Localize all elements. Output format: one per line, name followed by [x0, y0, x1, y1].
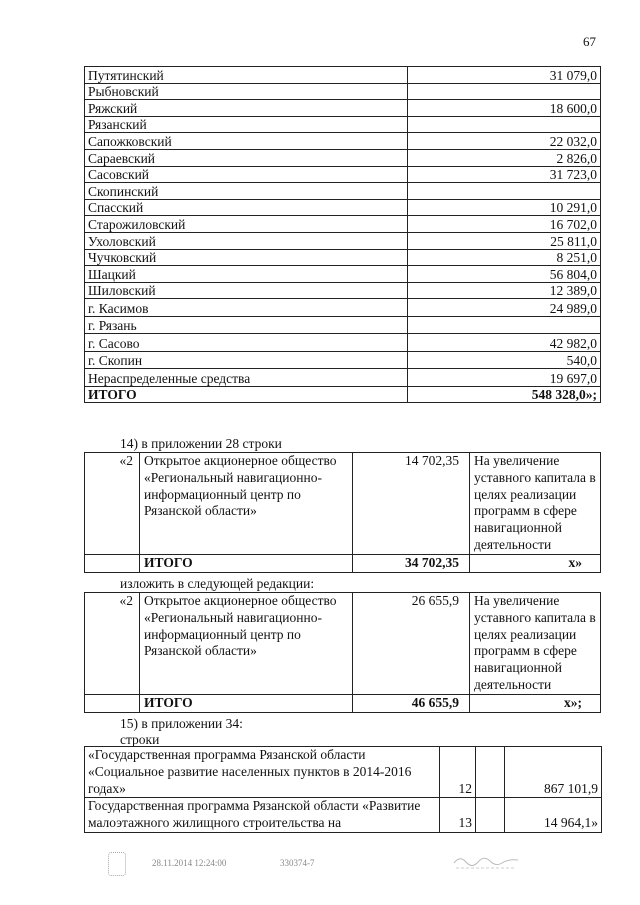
district-value [408, 183, 601, 200]
district-name: г. Рязань [85, 316, 408, 334]
table-row [85, 249, 601, 266]
table-row [85, 351, 601, 369]
district-name: Ухоловский [85, 232, 408, 249]
table-row [85, 133, 601, 150]
district-name: Шиловский [85, 282, 408, 299]
total-row [85, 694, 601, 712]
district-value [408, 316, 601, 334]
district-name: Скопинский [85, 183, 408, 200]
total-amount: 46 655,9 [353, 694, 470, 712]
table-row [85, 100, 601, 117]
amount: 14 702,35 [353, 453, 470, 555]
district-value: 540,0 [408, 351, 601, 369]
table-row [85, 747, 602, 798]
organization-name: Открытое акционерное общество «Региональный навигационно-информационный центр по Рязанской области» [140, 593, 353, 695]
program-code: 12 [440, 747, 476, 798]
district-name: Старожиловский [85, 216, 408, 233]
table-row [85, 453, 601, 555]
district-value [408, 83, 601, 100]
district-name: Чучковский [85, 249, 408, 266]
district-value: 19 697,0 [408, 369, 601, 387]
amount: 26 655,9 [353, 593, 470, 695]
old-rows-table [84, 452, 601, 573]
program-code: 13 [440, 798, 476, 833]
table-row [85, 216, 601, 233]
district-name: Сапожковский [85, 133, 408, 150]
page-number: 67 [583, 34, 596, 49]
table-row [85, 316, 601, 334]
district-value: 16 702,0 [408, 216, 601, 233]
row-number: «2 [85, 453, 140, 555]
table-row [85, 798, 602, 833]
handwritten-mark-icon [452, 853, 522, 871]
district-value: 24 989,0 [408, 299, 601, 317]
table-row [85, 67, 601, 84]
program-name: Государственная программа Рязанской области «Развитие малоэтажного жилищного строительства на [85, 798, 440, 833]
district-name: г. Сасово [85, 334, 408, 352]
district-value: 56 804,0 [408, 266, 601, 283]
district-name: Сараевский [85, 149, 408, 166]
district-name: Ряжский [85, 100, 408, 117]
table-row [85, 369, 601, 387]
blank-cell [476, 798, 505, 833]
district-name: Шацкий [85, 266, 408, 283]
district-value: 22 032,0 [408, 133, 601, 150]
program-name: «Государственная программа Рязанской области «Социальное развитие населенных пунктов в 2014-2016 годах» [85, 747, 440, 798]
district-name: Сасовский [85, 166, 408, 183]
table-row [85, 299, 601, 317]
table-row [85, 199, 601, 216]
organization-name: Открытое акционерное общество «Региональный навигационно-информационный центр по Рязанской области» [140, 453, 353, 555]
item-14-heading: 14) в приложении 28 строки [120, 436, 282, 451]
footer-doc-id: 330374-7 [280, 858, 315, 868]
district-name: Рязанский [85, 116, 408, 133]
district-value: 8 251,0 [408, 249, 601, 266]
program-amount: 867 101,9 [505, 747, 602, 798]
total-label: ИТОГО [140, 694, 353, 712]
total-row [85, 554, 601, 572]
district-value: 2 826,0 [408, 149, 601, 166]
table-row [85, 149, 601, 166]
total-note: х» [470, 554, 601, 572]
item-15-heading: 15) в приложении 34: [120, 716, 243, 731]
district-value: 18 600,0 [408, 100, 601, 117]
table-row [85, 183, 601, 200]
district-value: 10 291,0 [408, 199, 601, 216]
purpose-note: На увеличение уставного капитала в целях реализации программ в сфере навигационной деятельности [470, 593, 601, 695]
table-row [85, 593, 601, 695]
district-name: Спасский [85, 199, 408, 216]
stamp-icon [108, 852, 126, 876]
district-name: Нераспределенные средства [85, 369, 408, 387]
rows-label: строки [120, 732, 160, 747]
table-row [85, 116, 601, 133]
total-amount: 34 702,35 [353, 554, 470, 572]
district-value: 31 079,0 [408, 67, 601, 84]
total-row [85, 386, 601, 403]
district-value: 25 811,0 [408, 232, 601, 249]
row-number: «2 [85, 593, 140, 695]
district-value: 31 723,0 [408, 166, 601, 183]
table-row [85, 83, 601, 100]
table-row [85, 266, 601, 283]
table-row [85, 166, 601, 183]
district-allocation-table [84, 66, 601, 403]
total-label: ИТОГО [140, 554, 353, 572]
program-table [84, 746, 602, 833]
purpose-note: На увеличение уставного капитала в целях реализации программ в сфере навигационной деятельности [470, 453, 601, 555]
district-name: г. Скопин [85, 351, 408, 369]
blank-cell [476, 747, 505, 798]
district-name: г. Касимов [85, 299, 408, 317]
table-row [85, 282, 601, 299]
edit-instruction: изложить в следующей редакции: [120, 576, 315, 591]
district-name: Путятинский [85, 67, 408, 84]
total-value: 548 328,0»; [408, 386, 601, 403]
footer-datetime: 28.11.2014 12:24:00 [152, 858, 227, 868]
total-note: х»; [470, 694, 601, 712]
program-amount: 14 964,1» [505, 798, 602, 833]
new-rows-table [84, 592, 601, 713]
district-name: Рыбновский [85, 83, 408, 100]
table-row [85, 334, 601, 352]
district-value [408, 116, 601, 133]
district-value: 42 982,0 [408, 334, 601, 352]
table-row [85, 232, 601, 249]
district-value: 12 389,0 [408, 282, 601, 299]
total-label: ИТОГО [85, 386, 408, 403]
